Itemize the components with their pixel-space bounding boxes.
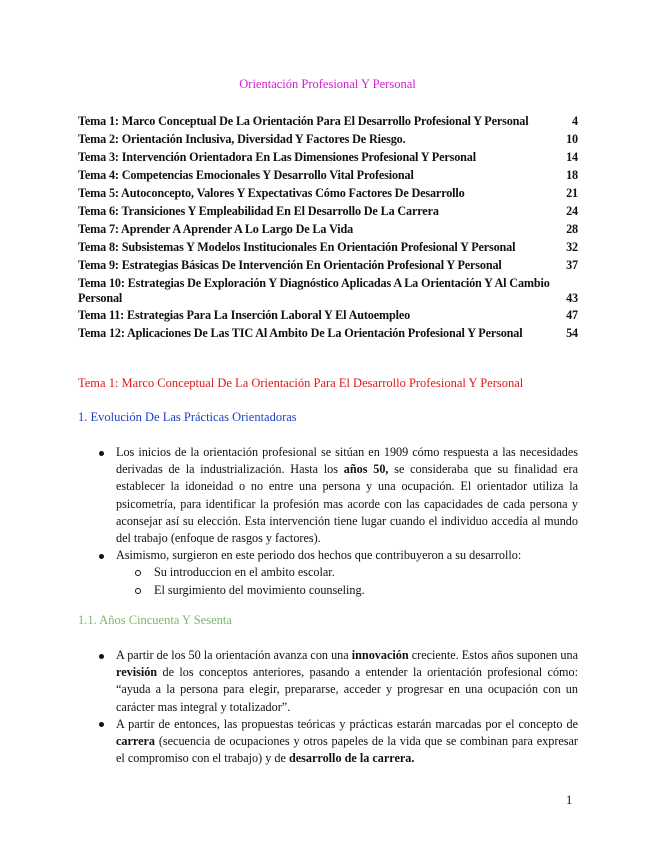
toc-entry-title: Tema 1: Marco Conceptual De La Orientación Para El Desarrollo Profesional Y Personal xyxy=(78,114,529,128)
section-heading-tema-1: Tema 1: Marco Conceptual De La Orientación Para El Desarrollo Profesional Y Personal xyxy=(78,376,524,390)
page-number: 1 xyxy=(566,793,573,807)
toc-entry-page: 4 xyxy=(572,114,578,128)
toc-entry[interactable] xyxy=(78,202,578,220)
text-run: Los inicios de la orientación profesional se sitúan en 1909 cómo respuesta a las necesidades derivadas de la industrialización. Hasta los xyxy=(116,445,578,477)
toc-entry-title: Tema 2: Orientación Inclusiva, Diversidad Y Factores De Riesgo. xyxy=(78,132,406,146)
text-run-bold: carrera xyxy=(116,734,156,749)
text-run: (secuencia de ocupaciones y otros papeles de la vida que se combinan para expresar el compromiso con el trabajo) y de xyxy=(116,734,578,766)
toc-entry[interactable] xyxy=(78,324,578,342)
toc-entry-title: Tema 7: Aprender A Aprender A Lo Largo De La Vida xyxy=(78,222,354,236)
toc-entry-page: 47 xyxy=(566,308,578,322)
toc-entry-page: 18 xyxy=(566,168,578,182)
toc-entry-page: 10 xyxy=(566,132,578,146)
section1-body xyxy=(96,444,578,599)
text-run-bold: desarrollo de la carrera. xyxy=(288,751,415,766)
toc-entry-page: 28 xyxy=(566,222,578,236)
text-run: se consideraba que su finalidad era establecer la idoneidad o no entre una persona y una ocupación. El orientador utiliza la psicometría, para identificar la profesión mas acorde con las capacidades de cada persona y aconsejar así su elección. Esta intervención tiene lugar cuando el individuo accedía al mundo del trabajo (enfoque de rasgos y factores). xyxy=(116,462,578,546)
toc-entry[interactable] xyxy=(78,112,578,130)
toc-entry-title: Tema 4: Competencias Emocionales Y Desarrollo Vital Profesional xyxy=(78,168,414,182)
toc-entry-title: Tema 12: Aplicaciones De Las TIC Al Ambito De La Orientación Profesional Y Personal xyxy=(78,326,523,340)
toc-entry-title: Tema 3: Intervención Orientadora En Las Dimensiones Profesional Y Personal xyxy=(78,150,476,164)
text-run: A partir de entonces, las propuestas teóricas y prácticas estarán marcadas por el concepto de xyxy=(116,716,578,731)
toc-entry[interactable] xyxy=(78,130,578,148)
section-subheading-evolucion: 1. Evolución De Las Prácticas Orientadoras xyxy=(78,410,297,424)
toc-entry[interactable] xyxy=(78,306,578,324)
toc-entry-title: Tema 6: Transiciones Y Empleabilidad En El Desarrollo De La Carrera xyxy=(78,204,439,218)
section11-body xyxy=(96,647,578,767)
toc-entry-page: 14 xyxy=(566,150,578,164)
text-run: de los conceptos anteriores, pasando a entender la orientación profesional cómo: “ayuda a la persona para elegir, prepararse, acceder y progresar en una ocupación con un carácter mas integral y totalizador”. xyxy=(116,665,578,714)
toc-entry-page: 43 xyxy=(566,290,578,305)
list-item xyxy=(96,647,578,716)
list-item xyxy=(96,547,578,564)
sub-list-item xyxy=(96,582,578,599)
toc-entry[interactable] xyxy=(78,166,578,184)
toc-entry-title: Tema 8: Subsistemas Y Modelos Institucionales En Orientación Profesional Y Personal xyxy=(78,240,516,254)
text-run-bold: innovación xyxy=(351,648,409,662)
text-run: Su introduccion en el ambito escolar. xyxy=(154,565,335,580)
text-run-bold: revisión xyxy=(116,665,158,680)
list-item xyxy=(96,716,578,768)
toc-entry-page: 54 xyxy=(566,326,578,340)
document-title: Orientación Profesional Y Personal xyxy=(239,77,416,91)
sub-list-item xyxy=(96,564,578,581)
toc-entry-page: 37 xyxy=(566,258,578,272)
list-item xyxy=(96,444,578,547)
toc-entry[interactable] xyxy=(78,256,578,274)
text-run: creciente. Estos años suponen una xyxy=(408,648,578,662)
table-of-contents xyxy=(78,112,578,342)
text-run-bold: años 50, xyxy=(343,462,389,477)
toc-entry-title: Tema 5: Autoconcepto, Valores Y Expectativas Cómo Factores De Desarrollo xyxy=(78,186,465,200)
toc-entry[interactable] xyxy=(78,220,578,238)
toc-entry-title: Tema 9: Estrategias Básicas De Intervención En Orientación Profesional Y Personal xyxy=(78,258,502,272)
toc-entry-page: 21 xyxy=(566,186,578,200)
text-run: Asimismo, surgieron en este periodo dos hechos que contribuyeron a su desarrollo: xyxy=(116,548,522,563)
toc-entry-page: 24 xyxy=(566,204,578,218)
toc-entry-title: Tema 11: Estrategias Para La Inserción Laboral Y El Autoempleo xyxy=(78,308,411,322)
toc-entry[interactable] xyxy=(78,276,578,305)
toc-entry[interactable] xyxy=(78,238,578,256)
toc-entry[interactable] xyxy=(78,148,578,166)
toc-entry-page: 32 xyxy=(566,240,578,254)
toc-entry-title: Tema 10: Estrategias De Exploración Y Diagnóstico Aplicadas A La Orientación Y Al Cambio Personal xyxy=(78,276,550,305)
section-heading-1-1: 1.1. Años Cincuenta Y Sesenta xyxy=(78,613,232,627)
toc-entry[interactable] xyxy=(78,184,578,202)
text-run: El surgimiento del movimiento counseling. xyxy=(154,582,365,597)
text-run: A partir de los 50 la orientación avanza con una xyxy=(116,648,352,662)
